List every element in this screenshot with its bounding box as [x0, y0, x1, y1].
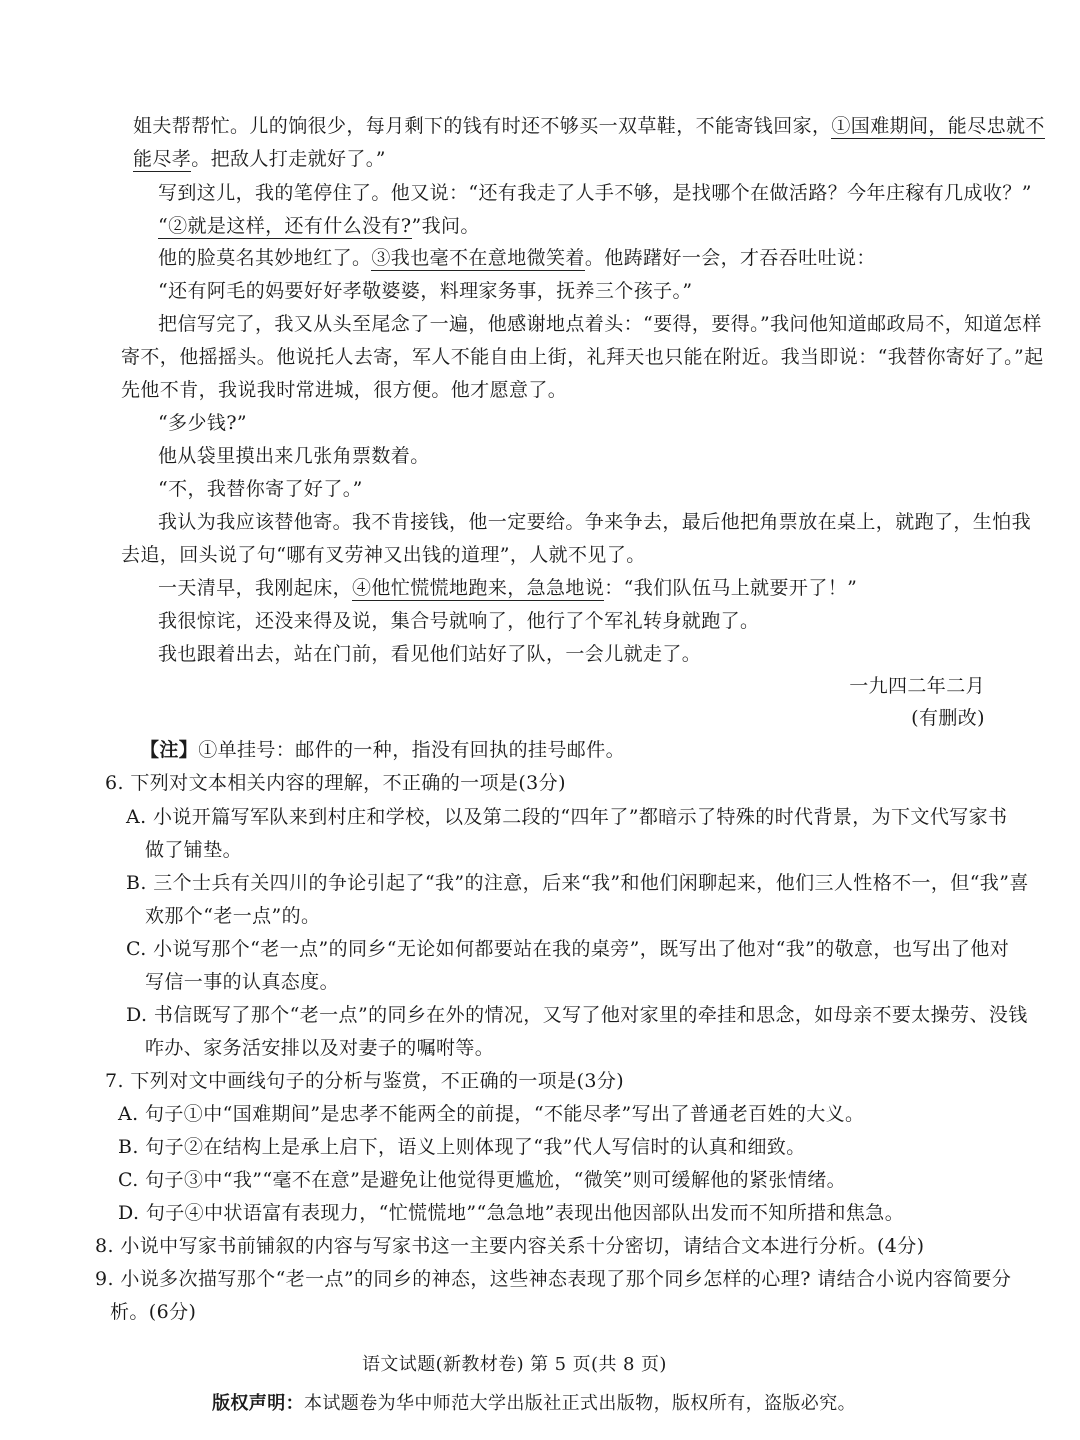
passage-line — [158, 576, 857, 600]
passage-line: 把信写完了，我又从头至尾念了一遍，他感谢地点着头：“要得，要得。”我问他知道邮政局不，知道怎样 — [158, 313, 1042, 335]
q6-option-a: A. 小说开篇写军队来到村庄和学校，以及第二段的“四年了”都暗示了特殊的时代背景，为下文代写家书 — [126, 806, 1008, 828]
passage-line: 写到这儿，我的笔停住了。他又说：“还有我走了人手不够，是找哪个在做活路？今年庄稼有几成收？” — [158, 182, 1032, 204]
passage-text: 。把敌人打走就好了。” — [191, 148, 386, 170]
question-6: 6. 下列对文本相关内容的理解，不正确的一项是(3分) — [105, 772, 566, 794]
q7-option-d: D. 句子④中状语富有表现力，“忙慌慌地”“急急地”表现出他因部队出发而不知所措和焦急。 — [118, 1202, 905, 1224]
passage-line: 他从袋里摸出来几张角票数着。 — [158, 445, 430, 467]
q6-option-b-cont: 欢那个“老一点”的。 — [145, 905, 321, 927]
q6-option-c-cont: 写信一事的认真态度。 — [145, 971, 340, 993]
page-footer: 语文试题(新教材卷) 第 5 页(共 8 页) — [362, 1354, 667, 1375]
question-9: 9. 小说多次描写那个“老一点”的同乡的神态，这些神态表现了那个同乡怎样的心理? 请结合小说内容简要分 — [95, 1268, 1012, 1290]
underlined-sentence-2: “②就是这样，还有什么没有? — [158, 215, 412, 237]
passage-line — [133, 114, 1045, 138]
copyright-notice — [212, 1392, 856, 1416]
underlined-sentence-4: ④他忙慌慌地跑来，急急地说 — [352, 577, 605, 599]
passage-line: “不，我替你寄了好了。” — [158, 478, 363, 500]
footnote-text: ①单挂号：邮件的一种，指没有回执的挂号邮件。 — [198, 739, 626, 761]
passage-text: 。他踌躇好一会，才吞吞吐吐说： — [584, 247, 876, 269]
underlined-sentence-3: ③我也毫不在意地微笑着 — [371, 247, 585, 269]
underlined-sentence-1: ①国难期间，能尽忠就不 — [831, 115, 1045, 137]
passage-line: 寄不，他摇摇头。他说托人去寄，军人不能自由上街，礼拜天也只能在附近。我当即说：“我替你寄好了。”起 — [121, 346, 1044, 368]
passage-line: 先他不肯，我说我时常进城，很方便。他才愿意了。 — [121, 379, 568, 401]
revision-note: (有删改) — [911, 707, 985, 729]
passage-line: 我认为我应该替他寄。我不肯接钱，他一定要给。争来争去，最后他把角票放在桌上，就跑了，生怕我 — [158, 511, 1032, 533]
q6-option-a-cont: 做了铺垫。 — [145, 839, 243, 861]
passage-text: 他的脸莫名其妙地红了。 — [158, 247, 372, 269]
passage-line — [158, 246, 876, 270]
q6-option-d-cont: 咋办、家务活安排以及对妻子的嘱咐等。 — [145, 1037, 495, 1059]
question-7: 7. 下列对文中画线句子的分析与鉴赏，不正确的一项是(3分) — [105, 1070, 625, 1092]
passage-line: 我很惊诧，还没来得及说，集合号就响了，他行了个军礼转身就跑了。 — [158, 610, 760, 632]
question-9-cont: 析。(6分) — [110, 1301, 197, 1323]
passage-line: 我也跟着出去，站在门前，看见他们站好了队，一会儿就走了。 — [158, 643, 702, 665]
q6-option-c: C. 小说写那个“老一点”的同乡“无论如何都要站在我的桌旁”，既写出了他对“我”的敬意，也写出了他对 — [126, 938, 1010, 960]
passage-line: 去追，回头说了句“哪有叉劳神又出钱的道理”，人就不见了。 — [121, 544, 646, 566]
copyright-text: 本试题卷为华中师范大学出版社正式出版物，版权所有，盗版必究。 — [304, 1393, 856, 1414]
copyright-label: 版权声明： — [212, 1393, 304, 1414]
q7-option-c: C. 句子③中“我”“毫不在意”是避免让他觉得更尴尬，“微笑”则可缓解他的紧张情绪。 — [118, 1169, 847, 1191]
passage-text: ”我问。 — [411, 215, 480, 237]
passage-text: 姐夫帮帮忙。儿的饷很少，每月剩下的钱有时还不够买一双草鞋，不能寄钱回家， — [133, 115, 832, 137]
passage-line: “多少钱?” — [158, 412, 248, 434]
q7-option-a: A. 句子①中“国难期间”是忠孝不能两全的前提，“不能尽孝”写出了普通老百姓的大义。 — [118, 1103, 865, 1125]
passage-text: ：“我们队伍马上就要开了！” — [604, 577, 858, 599]
q7-option-b: B. 句子②在结构上是承上启下，语义上则体现了“我”代人写信时的认真和细致。 — [118, 1136, 806, 1158]
passage-date: 一九四二年二月 — [849, 675, 985, 697]
underlined-sentence-1-end: 能尽孝 — [133, 148, 192, 170]
question-8: 8. 小说中写家书前铺叙的内容与写家书这一主要内容关系十分密切，请结合文本进行分析。(4分) — [95, 1235, 925, 1257]
q6-option-b: B. 三个士兵有关四川的争论引起了“我”的注意，后来“我”和他们闲聊起来，他们三人性格不一，但“我”喜 — [126, 872, 1029, 894]
passage-line — [133, 147, 386, 171]
passage-text: 一天清早，我刚起床， — [158, 577, 353, 599]
passage-line: “还有阿毛的妈要好好孝敬婆婆，料理家务事，抚养三个孩子。” — [158, 280, 693, 302]
footnote — [140, 738, 625, 762]
footnote-label: 【注】 — [140, 739, 199, 761]
q6-option-d: D. 书信既写了那个“老一点”的同乡在外的情况，又写了他对家里的牵挂和思念，如母亲不要太操劳、没钱 — [126, 1004, 1028, 1026]
passage-line — [158, 214, 480, 238]
